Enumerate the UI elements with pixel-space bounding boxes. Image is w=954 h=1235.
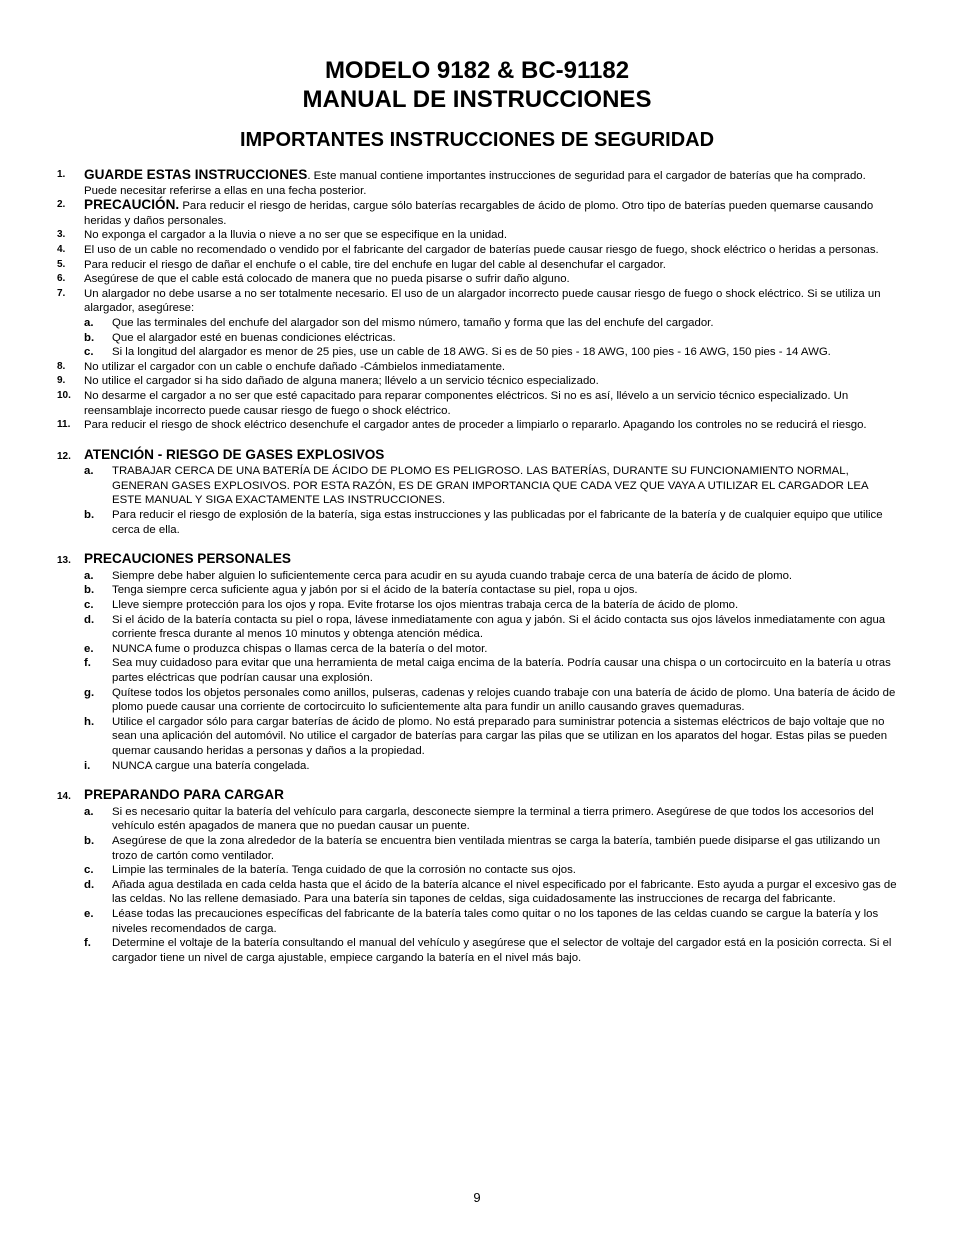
- subitem-text: Para reducir el riesgo de explosión de la batería, siga estas instrucciones y las publicadas por el fabricante de la batería y de cualquier equipo que utilice cerca de ella.: [112, 509, 883, 536]
- section-12-subitems: [57, 464, 897, 537]
- list-item: [57, 374, 897, 389]
- subitem-letter: g.: [84, 686, 95, 699]
- item-text: No utilice el cargador si ha sido dañado de alguna manera; llévelo a un servicio técnico especializado.: [84, 375, 599, 388]
- item-text: No utilizar el cargador con un cable o enchufe dañado -Cámbielos inmediatamente.: [84, 360, 506, 373]
- list-item: [57, 258, 897, 273]
- item-number: 8.: [57, 360, 66, 372]
- title-line-1: MODELO 9182 & BC-91182: [324, 57, 630, 84]
- item-body: [84, 168, 897, 198]
- subitem-letter: i.: [84, 759, 91, 772]
- list-subitem: [84, 583, 897, 598]
- list-subitem: [84, 834, 897, 863]
- list-item: [57, 287, 897, 316]
- section-number: 14.: [57, 791, 71, 803]
- subitem-text: Si la longitud del alargador es menor de 25 pies, use un cable de 18 AWG. Si es de 50 pies - 18 AWG, 100 pies - 16 AWG, 150 pies - 14 AWG.: [112, 346, 831, 359]
- item-body: [84, 374, 897, 389]
- item-text: Asegúrese de que el cable está colocado de manera que no pueda pisarse o sufrir daño alguno.: [84, 273, 570, 286]
- item-number: 3.: [57, 229, 66, 241]
- item-text: Para reducir el riesgo de shock eléctrico desenchufe el cargador antes de proceder a limpiarlo o repararlo. Apagando los controles no se reducirá el riesgo.: [84, 419, 867, 432]
- subitem-text: NUNCA cargue una batería congelada.: [112, 759, 310, 772]
- page-number: 9: [473, 1190, 481, 1205]
- section-heading: ATENCIÓN - RIESGO DE GASES EXPLOSIVOS: [84, 446, 385, 462]
- list-subitem: [84, 331, 897, 346]
- list-subitem: [84, 642, 897, 657]
- list-subitem: [84, 715, 897, 759]
- item-number: 5.: [57, 258, 66, 270]
- item-number: 11.: [57, 419, 71, 431]
- list-item: [57, 243, 897, 258]
- subitem-letter: a.: [84, 805, 94, 818]
- item-body: [84, 287, 897, 316]
- item-text: Para reducir el riesgo de dañar el enchufe o el cable, tire del enchufe en lugar del cable al desenchufar el cargador.: [84, 258, 666, 271]
- item-body: [84, 272, 897, 287]
- item-body: [84, 258, 897, 273]
- list-subitem: [84, 569, 897, 584]
- list-item: [57, 389, 897, 418]
- subitem-letter: c.: [84, 346, 94, 359]
- item-number: 9.: [57, 375, 66, 387]
- list-subitem: [84, 759, 897, 774]
- section-12: [57, 448, 897, 465]
- subitem-text: NUNCA fume o produzca chispas o llamas cerca de la batería o del motor.: [112, 642, 488, 655]
- subitem-text: Lleve siempre protección para los ojos y ropa. Evite frotarse los ojos mientras trabaja cerca de la batería de ácido de plomo.: [112, 599, 739, 612]
- subitem-text: TRABAJAR CERCA DE UNA BATERÍA DE ÁCIDO DE PLOMO ES PELIGROSO. LAS BATERÍAS, DURANTE SU FUNCIONAMIENTO NORMAL, GENERAN GASES EXPLOSIVOS. POR ESTA RAZÓN, ES DE GRAN IMPORTANCIA QUE CADA VEZ QUE VAYA A UTILIZAR EL CARGADOR LEA ESTE MANUAL Y SIGA EXACTAMENTE LAS INSTRUCCIONES.: [112, 465, 868, 507]
- list-subitem: [84, 805, 897, 834]
- subitem-letter: e.: [84, 642, 94, 655]
- subitem-text: Tenga siempre cerca suficiente agua y jabón por si el ácido de la batería contactase su piel, ropa u ojos.: [112, 584, 638, 597]
- list-subitem: [84, 907, 897, 936]
- numbered-items: [57, 168, 897, 433]
- list-subitem: [84, 613, 897, 642]
- subitem-letter: a.: [84, 569, 94, 582]
- subitem-letter: d.: [84, 878, 95, 891]
- subitem-letter: a.: [84, 465, 94, 478]
- subitem-text: Asegúrese de que la zona alrededor de la batería se encuentra bien ventilada mientras se carga la batería, también puede disiparse el gas utilizando un trozo de cartón como ventilador.: [112, 834, 881, 862]
- subitem-letter: c.: [84, 864, 94, 877]
- subitem-letter: b.: [84, 834, 95, 847]
- item-number: 10.: [57, 389, 71, 401]
- list-subitem: [84, 345, 897, 360]
- list-item: [57, 168, 897, 198]
- subitem-letter: c.: [84, 599, 94, 612]
- subitem-letter: h.: [84, 715, 95, 728]
- item-text: . Este manual contiene importantes instrucciones de seguridad para el cargador de baterías que ha comprado. Puede necesitar referirse a ellas en una fecha posterior.: [84, 170, 866, 197]
- item-number: 7.: [57, 287, 66, 299]
- list-subitem: [84, 686, 897, 715]
- list-item: [57, 272, 897, 287]
- title-line-2: MANUAL DE INSTRUCCIONES: [302, 86, 652, 113]
- subitem-letter: b.: [84, 331, 95, 344]
- safety-instructions-list: [57, 168, 897, 965]
- page-title: [57, 56, 897, 114]
- subitem-text: Utilice el cargador sólo para cargar baterías de ácido de plomo. No está preparado para suministrar potencia a sistemas eléctricos de bajo voltaje que no sean una aplicación del automóvil. No utilice el cargador de baterías para cargar las pilas que se utilizan en los aparatos del hogar. Estas pilas se pueden quemar causando heridas a personas y daños a la propiedad.: [112, 715, 888, 757]
- subitem-letter: f.: [84, 937, 91, 950]
- list-item: [57, 360, 897, 375]
- item-text: Un alargador no debe usarse a no ser totalmente necesario. El uso de un alargador incorrecto puede causar riesgo de fuego o shock eléctrico. Si se utiliza un alargador, asegúrese:: [84, 287, 881, 315]
- item-number: 4.: [57, 243, 66, 255]
- page-subtitle: IMPORTANTES INSTRUCCIONES DE SEGURIDAD: [239, 129, 715, 151]
- subitem-text: Limpie las terminales de la batería. Tenga cuidado de que la corrosión no contacte sus ojos.: [112, 864, 576, 877]
- item-text: No exponga el cargador a la lluvia o nieve a no ser que se especifique en la unidad.: [84, 229, 508, 242]
- subitem-text: Determine el voltaje de la batería consultando el manual del vehículo y asegúrese que el selector de voltaje del cargador está en la posición correcta. Si el cargador tiene un nivel de carga ajustable, empiece cargando la batería en el nivel más bajo.: [112, 937, 892, 964]
- item-body: [84, 228, 897, 243]
- item-text: Para reducir el riesgo de heridas, cargue sólo baterías recargables de ácido de plomo. Otro tipo de baterías pueden quemarse causando heridas y daños personales.: [84, 200, 874, 227]
- section-14: [57, 788, 897, 805]
- list-subitem: [84, 863, 897, 878]
- section-number: 12.: [57, 450, 71, 462]
- subitem-letter: b.: [84, 509, 95, 522]
- subitem-letter: f.: [84, 657, 91, 670]
- item-body: [84, 243, 897, 258]
- list-item: [57, 418, 897, 433]
- item-number: 1.: [57, 169, 66, 180]
- list-subitem: [84, 508, 897, 537]
- item-body: [84, 418, 897, 433]
- list-subitem: [84, 464, 897, 508]
- subitem-text: Sea muy cuidadoso para evitar que una herramienta de metal caiga encima de la batería. Podría causar una chispa o un cortocircuito en la batería u otras partes eléctricas que podrían causar una explosión.: [112, 657, 891, 684]
- manual-page: [57, 56, 897, 965]
- list-item: [57, 228, 897, 243]
- item-body: [84, 198, 897, 228]
- subitem-text: Añada agua destilada en cada celda hasta que el ácido de la batería alcance el nivel especificado por el fabricante. Esto ayuda a purgar el excesivo gas de las celdas. No las rellene demasiado. Para una batería sin tapones de celdas, siga cuidadosamente las instrucciones de recarga del fabricante.: [112, 878, 897, 906]
- list-subitem: [84, 656, 897, 685]
- section-13: [57, 552, 897, 569]
- list-subitem: [84, 878, 897, 907]
- subitem-text: Quítese todos los objetos personales como anillos, pulseras, cadenas y relojes cuando trabaje con una batería de ácido de plomo. Una batería de ácido de plomo puede causar una corriente de cortocircuito lo suficientemente alta para fundir un anillo causando graves quemaduras.: [112, 686, 896, 714]
- item-body: [84, 389, 897, 418]
- item-body: [84, 360, 897, 375]
- list-item: [57, 198, 897, 228]
- subitem-text: Si es necesario quitar la batería del vehículo para cargarla, desconecte siempre la terminal a tierra primero. Asegúrese de que todos los accesorios del vehículo estén apagados de manera que no puedan causar un puente.: [112, 805, 874, 833]
- subitem-letter: a.: [84, 316, 94, 329]
- subitem-text: Que las terminales del enchufe del alargador son del mismo número, tamaño y forma que las del enchufe del cargador.: [112, 316, 714, 329]
- list-subitem: [84, 598, 897, 613]
- item-number: 2.: [57, 199, 66, 211]
- subitem-letter: b.: [84, 584, 95, 597]
- subitem-letter: d.: [84, 613, 95, 626]
- item-number: 6.: [57, 273, 66, 285]
- section-heading: PREPARANDO PARA CARGAR: [84, 787, 284, 803]
- section-14-subitems: [57, 805, 897, 966]
- list-subitem: [84, 316, 897, 331]
- subitem-text: Siempre debe haber alguien lo suficientemente cerca para acudir en su ayuda cuando trabaje cerca de una batería de ácido de plomo.: [112, 569, 793, 582]
- subitem-text: Si el ácido de la batería contacta su piel o ropa, lávese inmediatamente con agua y jabón. Si el ácido contacta sus ojos lávelos inmediatamente con agua corriente fresca durante al menos 10 minutos y obtenga atención médica.: [112, 613, 886, 641]
- item-text: El uso de un cable no recomendado o vendido por el fabricante del cargador de baterías puede causar riesgo de fuego, shock eléctrico o heridas a personas.: [84, 243, 879, 256]
- list-subitem: [84, 936, 897, 965]
- subitem-text: Léase todas las precauciones específicas del fabricante de la batería tales como quitar o no los tapones de las celdas cuando se cargue la batería y los niveles recomendados de carga.: [112, 907, 879, 935]
- section-13-subitems: [57, 569, 897, 773]
- section-heading: PRECAUCIONES PERSONALES: [84, 551, 291, 567]
- section-number: 13.: [57, 555, 71, 567]
- item-lead: GUARDE ESTAS INSTRUCCIONES: [84, 167, 308, 182]
- item-text: No desarme el cargador a no ser que esté capacitado para reparar componentes eléctricos. Si no es así, llévelo a un servicio técnico especializado. Un reensamblaje incorrecto puede causar riesgo de fuego o shock eléctrico.: [84, 389, 849, 417]
- subitem-text: Que el alargador esté en buenas condiciones eléctricas.: [112, 331, 396, 344]
- subitem-letter: e.: [84, 907, 94, 920]
- item-lead: PRECAUCIÓN.: [84, 197, 180, 213]
